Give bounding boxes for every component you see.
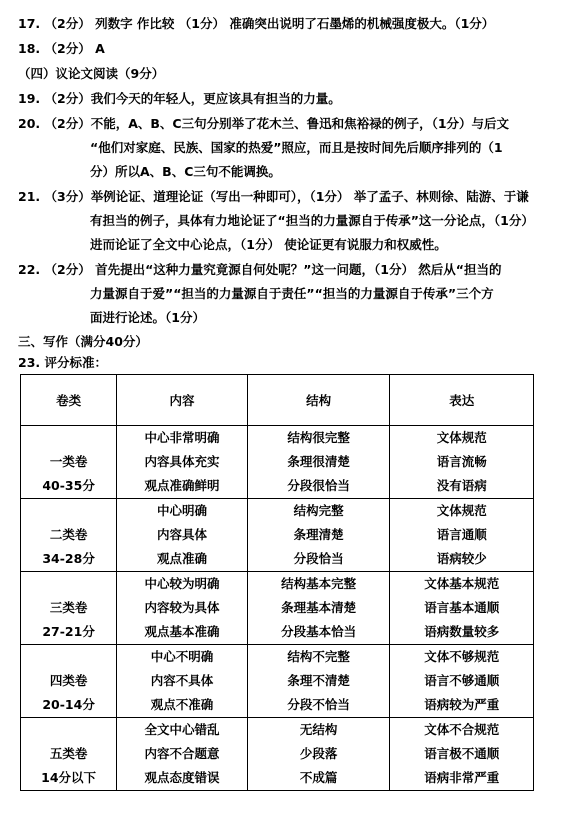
answer-23 — [18, 355, 107, 371]
criterion-text: 语言通顺 — [436, 527, 487, 542]
criterion-text: 观点不准确 — [150, 697, 214, 712]
grade-label: 二类卷 — [49, 527, 88, 542]
grade-score-range: 40-35分 — [42, 478, 95, 493]
criterion-text: 分段不恰当 — [287, 697, 350, 712]
grade-score-range: 14分以下 — [41, 770, 97, 785]
answer-text-line: 力量源自于爱”“担当的力量源自于责任”“担当的力量源自于传承”三个方 — [90, 286, 494, 301]
question-number: 23. — [18, 355, 41, 370]
content-cell — [117, 426, 248, 499]
criterion-text: 中心明确 — [157, 503, 208, 518]
criterion-text: 观点准确鲜明 — [144, 478, 220, 493]
expression-cell — [390, 499, 534, 572]
answer-text-line: 分）所以A、B、C三句不能调换。 — [90, 164, 281, 179]
answer-text-line: （2分） 首先提出“这种力量究竟源自何处呢？”这一问题，（1分） 然后从“担当的 — [44, 262, 502, 277]
answer-text-line: 有担当的例子，具体有力地论证了“担当的力量源自于传承”这一分论点，（1分） — [90, 213, 534, 228]
expression-cell — [390, 572, 534, 645]
criterion-text: 语言流畅 — [436, 454, 487, 469]
criterion-text: 结构基本完整 — [281, 576, 357, 591]
grade-cell — [21, 645, 117, 718]
grade-label: 四类卷 — [49, 673, 88, 688]
grade-cell — [21, 426, 117, 499]
criterion-text: 全文中心错乱 — [144, 722, 220, 737]
section-heading-writing: 三、写作（满分40分） — [18, 334, 148, 349]
answer-text-line: （2分）不能，A、B、C三句分别举了花木兰、鲁迅和焦裕禄的例子，（1分）与后文 — [44, 116, 510, 131]
content-cell — [117, 572, 248, 645]
criterion-text: 结构完整 — [293, 503, 344, 518]
header-content: 内容 — [117, 375, 248, 426]
criterion-text: 分段很恰当 — [287, 478, 350, 493]
grade-label: 五类卷 — [49, 746, 88, 761]
table-row — [21, 426, 534, 499]
grade-score-range: 27-21分 — [42, 624, 95, 639]
content-cell — [117, 718, 248, 791]
question-number: 22. — [18, 262, 41, 277]
structure-cell — [247, 645, 390, 718]
table-row — [21, 718, 534, 791]
criterion-text: 语病较为严重 — [424, 697, 500, 712]
criterion-text: 内容具体充实 — [144, 454, 220, 469]
criterion-text: 没有语病 — [436, 478, 487, 493]
criterion-text: 分段基本恰当 — [281, 624, 357, 639]
answer-22 — [18, 262, 502, 278]
grade-score-range: 34-28分 — [42, 551, 95, 566]
criterion-text: 文体不够规范 — [424, 649, 500, 664]
expression-cell — [390, 645, 534, 718]
criterion-text: 结构很完整 — [287, 430, 350, 445]
criterion-text: 内容不具体 — [150, 673, 214, 688]
criterion-text: 语病较少 — [436, 551, 487, 566]
criterion-text: 少段落 — [299, 746, 338, 761]
criterion-text: 中心不明确 — [150, 649, 214, 664]
header-structure: 结构 — [247, 375, 390, 426]
answer-text: （2分）我们今天的年轻人，更应该具有担当的力量。 — [44, 91, 341, 106]
criterion-text: 语言基本通顺 — [424, 600, 500, 615]
criterion-text: 不成篇 — [299, 770, 338, 785]
criterion-text: 条理清楚 — [293, 527, 344, 542]
answer-17 — [18, 16, 494, 32]
criterion-text: 内容具体 — [157, 527, 208, 542]
structure-cell — [247, 572, 390, 645]
expression-cell — [390, 718, 534, 791]
criterion-text: 观点基本准确 — [144, 624, 220, 639]
answer-20 — [18, 116, 509, 132]
criterion-text: 条理基本清楚 — [281, 600, 357, 615]
table-row — [21, 645, 534, 718]
answer-21 — [18, 189, 529, 205]
grade-label: 三类卷 — [49, 600, 88, 615]
content-cell — [117, 499, 248, 572]
criterion-text: 语病非常严重 — [424, 770, 500, 785]
criterion-text: 中心较为明确 — [144, 576, 220, 591]
criterion-text: 条理不清楚 — [287, 673, 350, 688]
question-number: 18. — [18, 41, 41, 56]
table-row — [21, 572, 534, 645]
answer-text-line: “他们对家庭、民族、国家的热爱”照应，而且是按时间先后顺序排列的（1 — [90, 140, 503, 155]
criterion-text: 语言不够通顺 — [424, 673, 500, 688]
criterion-text: 无结构 — [299, 722, 338, 737]
grade-cell — [21, 718, 117, 791]
answer-text: （2分） A — [44, 41, 105, 56]
table-row — [21, 499, 534, 572]
criterion-text: 中心非常明确 — [144, 430, 220, 445]
question-number: 19. — [18, 91, 41, 106]
grading-criteria-table — [20, 374, 534, 791]
criterion-text: 条理很清楚 — [287, 454, 350, 469]
section-heading-argumentative: （四）议论文阅读（9分） — [18, 66, 165, 81]
structure-cell — [247, 499, 390, 572]
criterion-text: 文体基本规范 — [424, 576, 500, 591]
structure-cell — [247, 718, 390, 791]
structure-cell — [247, 426, 390, 499]
criterion-text: 文体规范 — [436, 503, 487, 518]
criterion-text: 内容较为具体 — [144, 600, 220, 615]
question-number: 17. — [18, 16, 41, 31]
criterion-text: 语言极不通顺 — [424, 746, 500, 761]
grade-cell — [21, 572, 117, 645]
content-cell — [117, 645, 248, 718]
header-grade: 卷类 — [21, 375, 117, 426]
question-number: 21. — [18, 189, 41, 204]
answer-text: 评分标准： — [44, 355, 108, 370]
answer-text-line: 进而论证了全文中心论点，（1分） 使论证更有说服力和权威性。 — [90, 237, 447, 252]
criterion-text: 文体不合规范 — [424, 722, 500, 737]
grade-cell — [21, 499, 117, 572]
question-number: 20. — [18, 116, 41, 131]
grade-label: 一类卷 — [49, 454, 88, 469]
answer-text-line: 面进行论述。（1分） — [90, 310, 205, 325]
criterion-text: 观点准确 — [157, 551, 208, 566]
criterion-text: 结构不完整 — [287, 649, 350, 664]
criterion-text: 内容不合题意 — [144, 746, 220, 761]
answer-18 — [18, 41, 105, 57]
expression-cell — [390, 426, 534, 499]
answer-text: （2分） 列数字 作比较 （1分） 准确突出说明了石墨烯的机械强度极大。（1分） — [44, 16, 495, 31]
header-expression: 表达 — [390, 375, 534, 426]
table-header-row — [21, 375, 534, 426]
criterion-text: 分段恰当 — [293, 551, 344, 566]
answer-text-line: （3分）举例论证、道理论证（写出一种即可），（1分） 举了孟子、林则徐、陆游、于谦 — [44, 189, 529, 204]
criterion-text: 观点态度错误 — [144, 770, 220, 785]
criterion-text: 文体规范 — [436, 430, 487, 445]
criterion-text: 语病数量较多 — [424, 624, 500, 639]
answer-19 — [18, 91, 341, 107]
grade-score-range: 20-14分 — [42, 697, 95, 712]
